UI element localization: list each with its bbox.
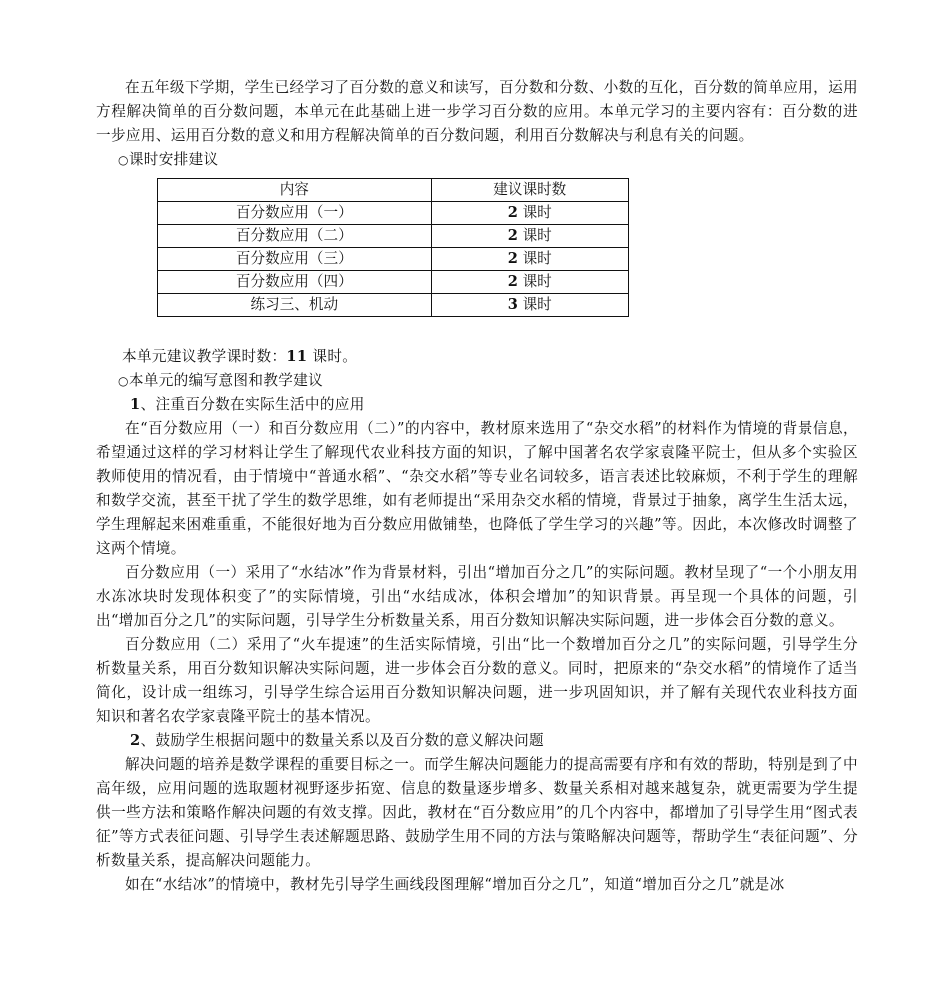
body-paragraph: 百分数应用（一）采用了“水结冰”作为背景材料，引出“增加百分之几”的实际问题。教材呈现了“一个小朋友用水冻冰块时发现体积变了”的实际情境，引出“水结成冰，体积会增加”的知识背景。再呈现一个具体的问题，引出“增加百分之几”的实际问题，引导学生分析数量关系，用百分数知识解决实际问题，进一步体会百分数的意义。 (96, 564, 858, 629)
total-prefix: 本单元建议教学课时数： (122, 348, 287, 365)
hours-unit: 课时 (522, 250, 552, 267)
hours-number: 3 (507, 296, 518, 313)
body-paragraph: 百分数应用（二）采用了“火车提速”的生活实际情境，引出“比一个数增加百分之几”的实际问题，引导学生分析数量关系，用百分数知识解决实际问题，进一步体会百分数的意义。同时，把原来的“杂交水稻”的情境作了适当简化，设计成一组练习，引导学生综合运用百分数知识解决问题，进一步巩固知识，并了解有关现代农业科技方面知识和著名农学家袁隆平院士的基本情况。 (96, 636, 858, 725)
section-heading-intent (96, 369, 858, 393)
body-paragraph: 如在“水结冰”的情境中，教材先引导学生画线段图理解“增加百分之几”，知道“增加百分之几”就是冰 (125, 876, 785, 893)
total-hours-line (96, 345, 858, 369)
document-page (96, 76, 858, 897)
intro-paragraph: 在五年级下学期，学生已经学习了百分数的意义和读写，百分数和分数、小数的互化，百分数的简单应用，运用方程解决简单的百分数问题，本单元在此基础上进一步学习百分数的应用。本单元学习的主要内容有：百分数的进一步应用、运用百分数的意义和用方程解决简单的百分数问题，利用百分数解决与利息有关的问题。 (96, 79, 858, 144)
table-cell-hours (431, 202, 628, 225)
table-cell-content: 百分数应用（四） (158, 271, 432, 294)
table-row (158, 202, 629, 225)
table-cell-content: 练习三、机动 (158, 294, 432, 317)
point-number: 1 (130, 396, 141, 413)
hours-unit: 课时 (522, 296, 552, 313)
circle-bullet-icon: ○ (118, 374, 129, 388)
table-cell-hours (431, 248, 628, 271)
table-cell-content: 百分数应用（三） (158, 248, 432, 271)
point-heading-2 (96, 729, 858, 753)
point-title: 、鼓励学生根据问题中的数量关系以及百分数的意义解决问题 (140, 732, 544, 749)
table-header-hours: 建议课时数 (431, 179, 628, 202)
table-row (158, 271, 629, 294)
section-heading-schedule (96, 148, 858, 172)
table-cell-hours (431, 294, 628, 317)
spacer (96, 317, 858, 345)
lesson-schedule-table (157, 178, 629, 317)
hours-unit: 课时 (522, 227, 552, 244)
total-number: 11 (286, 348, 308, 365)
hours-number: 2 (507, 204, 518, 221)
body-paragraph: 解决问题的培养是数学课程的重要目标之一。而学生解决问题能力的提高需要有序和有效的帮助，特别是到了中高年级，应用问题的选取题材视野逐步拓宽、信息的数量逐步增多、数量关系相对越来越复杂，就更需要为学生提供一些方法和策略作解决问题的有效支撑。因此，教材在“百分数应用”的几个内容中，都增加了引导学生用“图式表征”等方式表征问题、引导学生表述解题思路、鼓励学生用不同的方法与策略解决问题等，帮助学生“表征问题”、分析数量关系，提高解决问题能力。 (96, 756, 858, 869)
point-heading-1 (96, 393, 858, 417)
section-heading-text: 课时安排建议 (128, 151, 219, 168)
hours-unit: 课时 (522, 273, 552, 290)
hours-number: 2 (507, 227, 518, 244)
hours-number: 2 (507, 250, 518, 267)
table-cell-hours (431, 271, 628, 294)
table-cell-hours (431, 225, 628, 248)
table-header-content: 内容 (158, 179, 432, 202)
total-suffix: 课时。 (312, 348, 358, 365)
hours-number: 2 (507, 273, 518, 290)
table-cell-content: 百分数应用（一） (158, 202, 432, 225)
circle-bullet-icon: ○ (118, 153, 129, 167)
table-row (158, 225, 629, 248)
body-paragraph: 在“百分数应用（一）和百分数应用（二）”的内容中，教材原来选用了“杂交水稻”的材料作为情境的背景信息，希望通过这样的学习材料让学生了解现代农业科技方面的知识，了解中国著名农学家袁隆平院士，但从多个实验区教师使用的情况看，由于情境中“普通水稻”、“杂交水稻”等专业名词较多，语言表述比较麻烦，不利于学生的理解和数学交流，甚至干扰了学生的数学思维，如有老师提出“采用杂交水稻的情境，背景过于抽象，离学生生活太远，学生理解起来困难重重，不能很好地为百分数应用做铺垫，也降低了学生学习的兴趣”等。因此，本次修改时调整了这两个情境。 (96, 420, 858, 557)
table-row (158, 248, 629, 271)
table-header-row (158, 179, 629, 202)
point-number: 2 (130, 732, 141, 749)
section-heading-text: 本单元的编写意图和教学建议 (128, 372, 324, 389)
hours-unit: 课时 (522, 204, 552, 221)
point-title: 、注重百分数在实际生活中的应用 (140, 396, 365, 413)
table-cell-content: 百分数应用（二） (158, 225, 432, 248)
table-row (158, 294, 629, 317)
